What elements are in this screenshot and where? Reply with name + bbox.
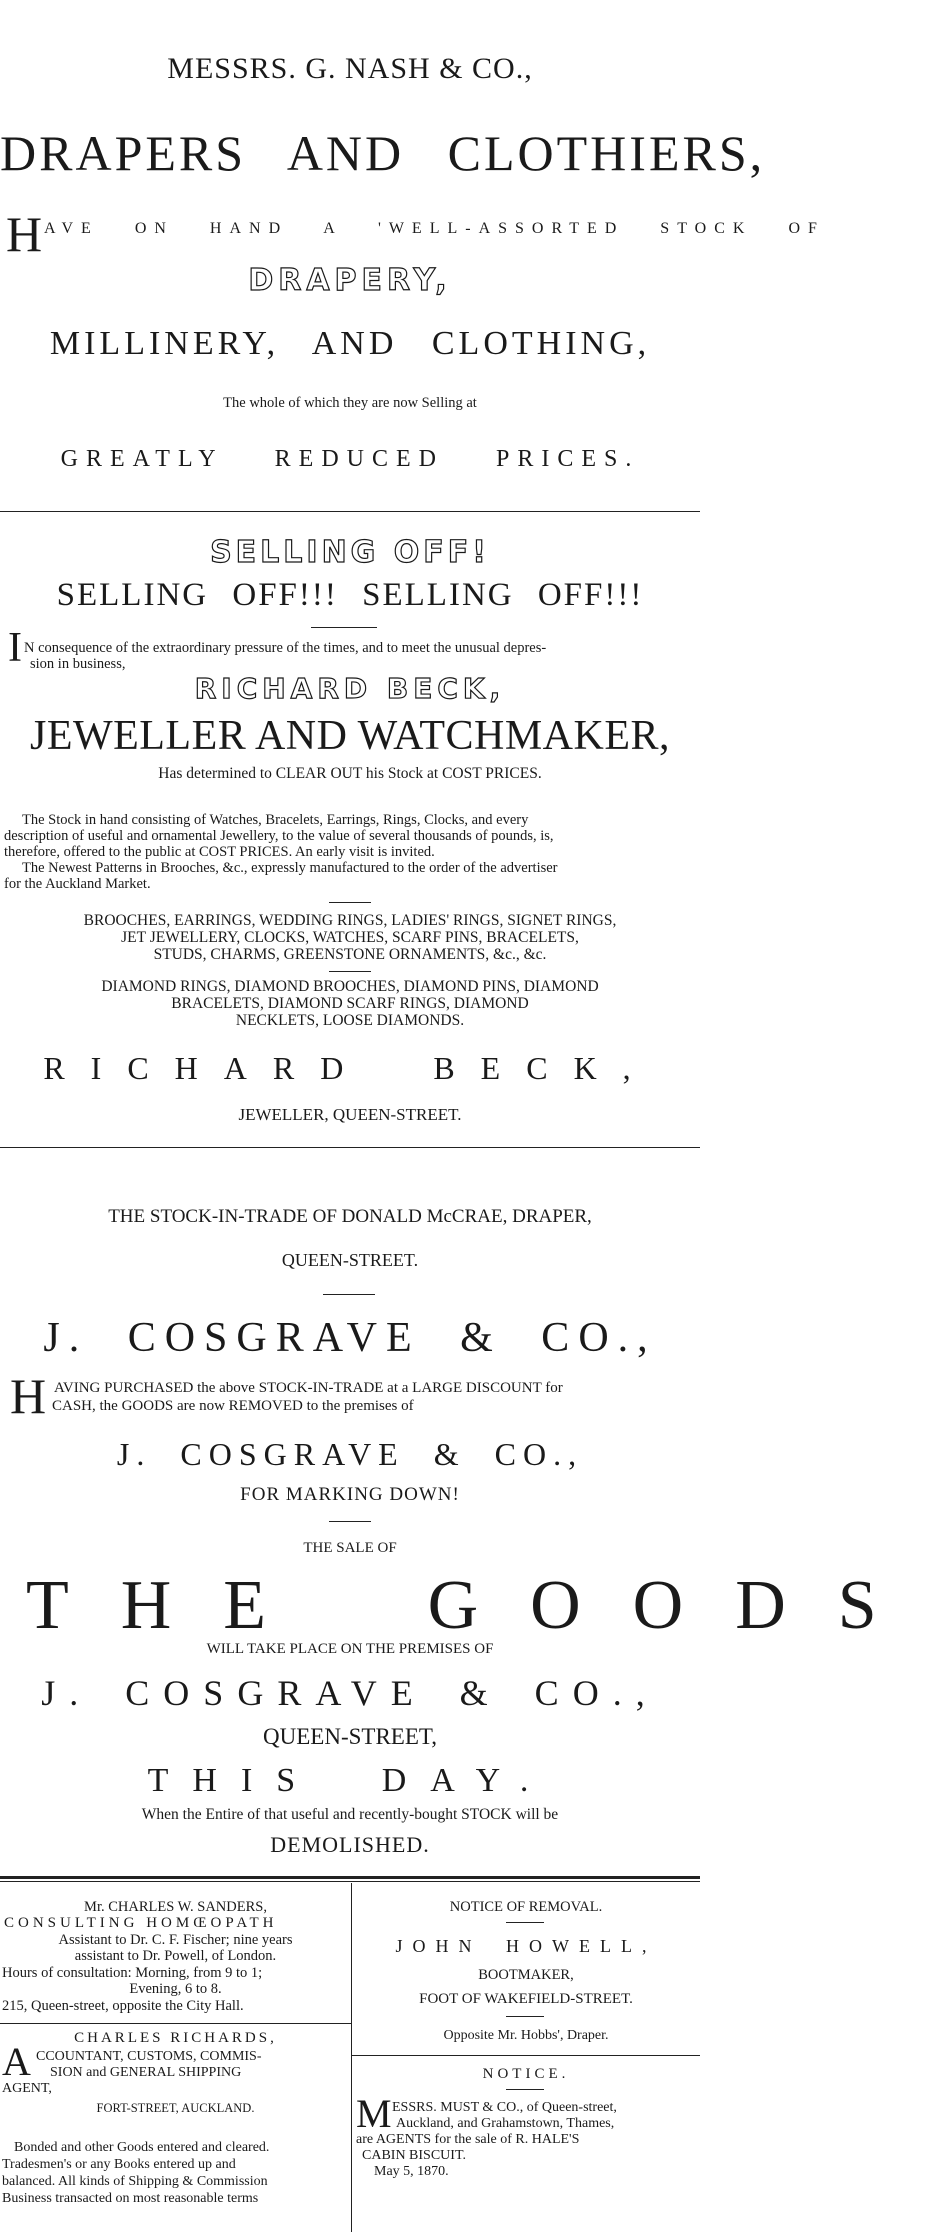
richards-line: balanced. All kinds of Shipping & Commission [2,2174,268,2189]
sanders-line: 215, Queen-street, opposite the City Hall. [2,1998,244,2014]
beck-stock-line: The Stock in hand consisting of Watches, Bracelets, Earrings, Rings, Clocks, and every [22,812,529,828]
richards-line: Bonded and other Goods entered and cleared. [14,2140,270,2155]
removal-title: NOTICE OF REMOVAL. [449,1899,603,1915]
howell-opposite: Opposite Mr. Hobbs', Draper. [443,2028,609,2043]
beck-intro-line-1: N consequence of the extraordinary pressure of the times, and to meet the unusual depres- [24,640,547,656]
beck-selling-off-outline: SELLING OFF! [210,535,490,570]
must-line-2: Auckland, and Grahamstown, Thames, [396,2116,615,2131]
short-rule [323,1294,375,1295]
beck-brooches-line: BROOCHES, EARRINGS, WEDDING RINGS, LADIES' RINGS, SIGNET RINGS, [83,912,617,929]
short-rule [311,627,377,628]
notice-title: NOTICE. [482,2066,570,2082]
column-rule [352,2055,700,2056]
richards-line-3: AGENT, [2,2081,52,2096]
cosgrave-queen-street: QUEEN-STREET, [263,1724,437,1749]
cosgrave-demolished: DEMOLISHED. [270,1832,430,1857]
beck-name-outline: RICHARD BECK, [194,672,506,705]
beck-brooches-line: JET JEWELLERY, CLOCKS, WATCHES, SCARF PINS, BRACELETS, [121,929,579,946]
cosgrave-having-line-1: AVING PURCHASED the above STOCK-IN-TRADE at a LARGE DISCOUNT for [54,1380,563,1396]
cosgrave-stock-street: QUEEN-STREET. [281,1250,419,1270]
cosgrave-when-text: When the Entire of that useful and recently-bought STOCK will be [141,1806,559,1823]
beck-diamond-line: DIAMOND RINGS, DIAMOND BROOCHES, DIAMOND PINS, DIAMOND [101,978,599,995]
nash-intro-line: AVE ON HAND A 'WELL-ASSORTED STOCK OF [44,220,825,237]
short-rule [329,1521,371,1522]
richards-line: Business transacted on most reasonable terms [2,2191,259,2206]
section-divider-heavy [0,1876,700,1879]
sanders-line: Evening, 6 to 8. [129,1981,222,1997]
short-rule [506,2016,544,2017]
beck-diamond-line: NECKLETS, LOOSE DIAMONDS. [235,1012,465,1029]
beck-diamond-line: BRACELETS, DIAMOND SCARF RINGS, DIAMOND [171,995,529,1012]
short-rule [329,971,371,972]
must-line-1: ESSRS. MUST & CO., of Queen-street, [392,2100,617,2115]
beck-stock-line: therefore, offered to the public at COST PRICES. An early visit is invited. [4,844,435,860]
beck-dropcap: I [8,625,22,671]
sanders-line: assistant to Dr. Powell, of London. [74,1948,277,1964]
richards-line-2: SION and GENERAL SHIPPING [50,2065,242,2080]
section-divider [0,1147,700,1148]
nash-whole-text: The whole of which they are now Selling at [223,395,477,411]
howell-foot: FOOT OF WAKEFIELD-STREET. [419,1991,633,2007]
nash-firm-name: MESSRS. G. NASH & CO., [167,52,533,85]
must-line-3: are AGENTS for the sale of R. HALE'S [356,2132,580,2147]
cosgrave-this-day: THIS DAY. [147,1762,553,1799]
nash-dropcap: H [6,206,43,262]
cosgrave-marking-down: FOR MARKING DOWN! [240,1484,460,1505]
nash-reduced-heading: GREATLY REDUCED PRICES. [60,446,640,472]
beck-selling-off-repeat: SELLING OFF!!! SELLING OFF!!! [56,577,644,613]
cosgrave-having-line-2: CASH, the GOODS are now REMOVED to the premises of [52,1398,414,1414]
sanders-title: CONSULTING HOMŒOPATH [4,1915,278,1931]
beck-jeweller-heading: JEWELLER AND WATCHMAKER, [29,713,671,759]
beck-stock-line: description of useful and ornamental Jewellery, to the value of several thousands of pounds, is, [4,828,554,844]
must-date: May 5, 1870. [374,2164,449,2179]
sanders-line: Hours of consultation: Morning, from 9 to 1; [2,1965,263,1981]
richards-line-1: CCOUNTANT, CUSTOMS, COMMIS- [36,2049,262,2064]
section-divider-heavy [0,1881,700,1882]
richards-line: Tradesmen's or any Books entered up and [2,2157,236,2172]
beck-stock-line: for the Auckland Market. [4,876,151,892]
beck-stock-line: The Newest Patterns in Brooches, &c., expressly manufactured to the order of the advertiser [22,860,558,876]
short-rule [329,902,371,903]
nash-millinery-heading: MILLINERY, AND CLOTHING, [49,325,651,362]
beck-determined-text: Has determined to CLEAR OUT his Stock at COST PRICES. [158,765,542,782]
nash-drapery-heading: DRAPERY, [248,263,452,298]
short-rule [506,2089,544,2090]
howell-name: JOHN HOWELL, [395,1936,657,1956]
cosgrave-the-goods: THE GOODS [26,1567,929,1644]
short-rule [506,1922,544,1923]
beck-intro-line-2: sion in business, [30,656,126,672]
beck-address: JEWELLER, QUEEN-STREET. [238,1105,462,1124]
richards-address: FORT-STREET, AUCKLAND. [96,2101,255,2115]
cosgrave-firm-third: J. COSGRAVE & CO., [41,1673,659,1713]
cosgrave-stock-title: THE STOCK-IN-TRADE OF DONALD McCRAE, DRAPER, [108,1206,592,1227]
cosgrave-will-take-place: WILL TAKE PLACE ON THE PREMISES OF [206,1641,494,1657]
cosgrave-firm-mid: J. COSGRAVE & CO., [116,1436,584,1472]
beck-brooches-line: STUDS, CHARMS, GREENSTONE ORNAMENTS, &c., &c. [153,946,547,963]
nash-trade-heading: DRAPERS AND CLOTHIERS, [0,125,766,181]
sanders-line: Assistant to Dr. C. F. Fischer; nine years [58,1932,293,1948]
must-dropcap: M [356,2091,392,2136]
richards-name: CHARLES RICHARDS, [74,2030,277,2046]
beck-name-spaced: RICHARD BECK, [43,1050,657,1086]
sanders-name: Mr. CHARLES W. SANDERS, [84,1899,267,1915]
howell-bootmaker: BOOTMAKER, [478,1967,574,1983]
section-divider [0,511,700,512]
cosgrave-firm-big: J. COSGRAVE & CO., [43,1315,657,1361]
cosgrave-sale-of: THE SALE OF [303,1540,397,1556]
column-rule [0,2023,351,2024]
must-line-4: CABIN BISCUIT. [362,2148,466,2163]
richards-dropcap: A [2,2039,31,2084]
cosgrave-dropcap: H [10,1368,47,1424]
